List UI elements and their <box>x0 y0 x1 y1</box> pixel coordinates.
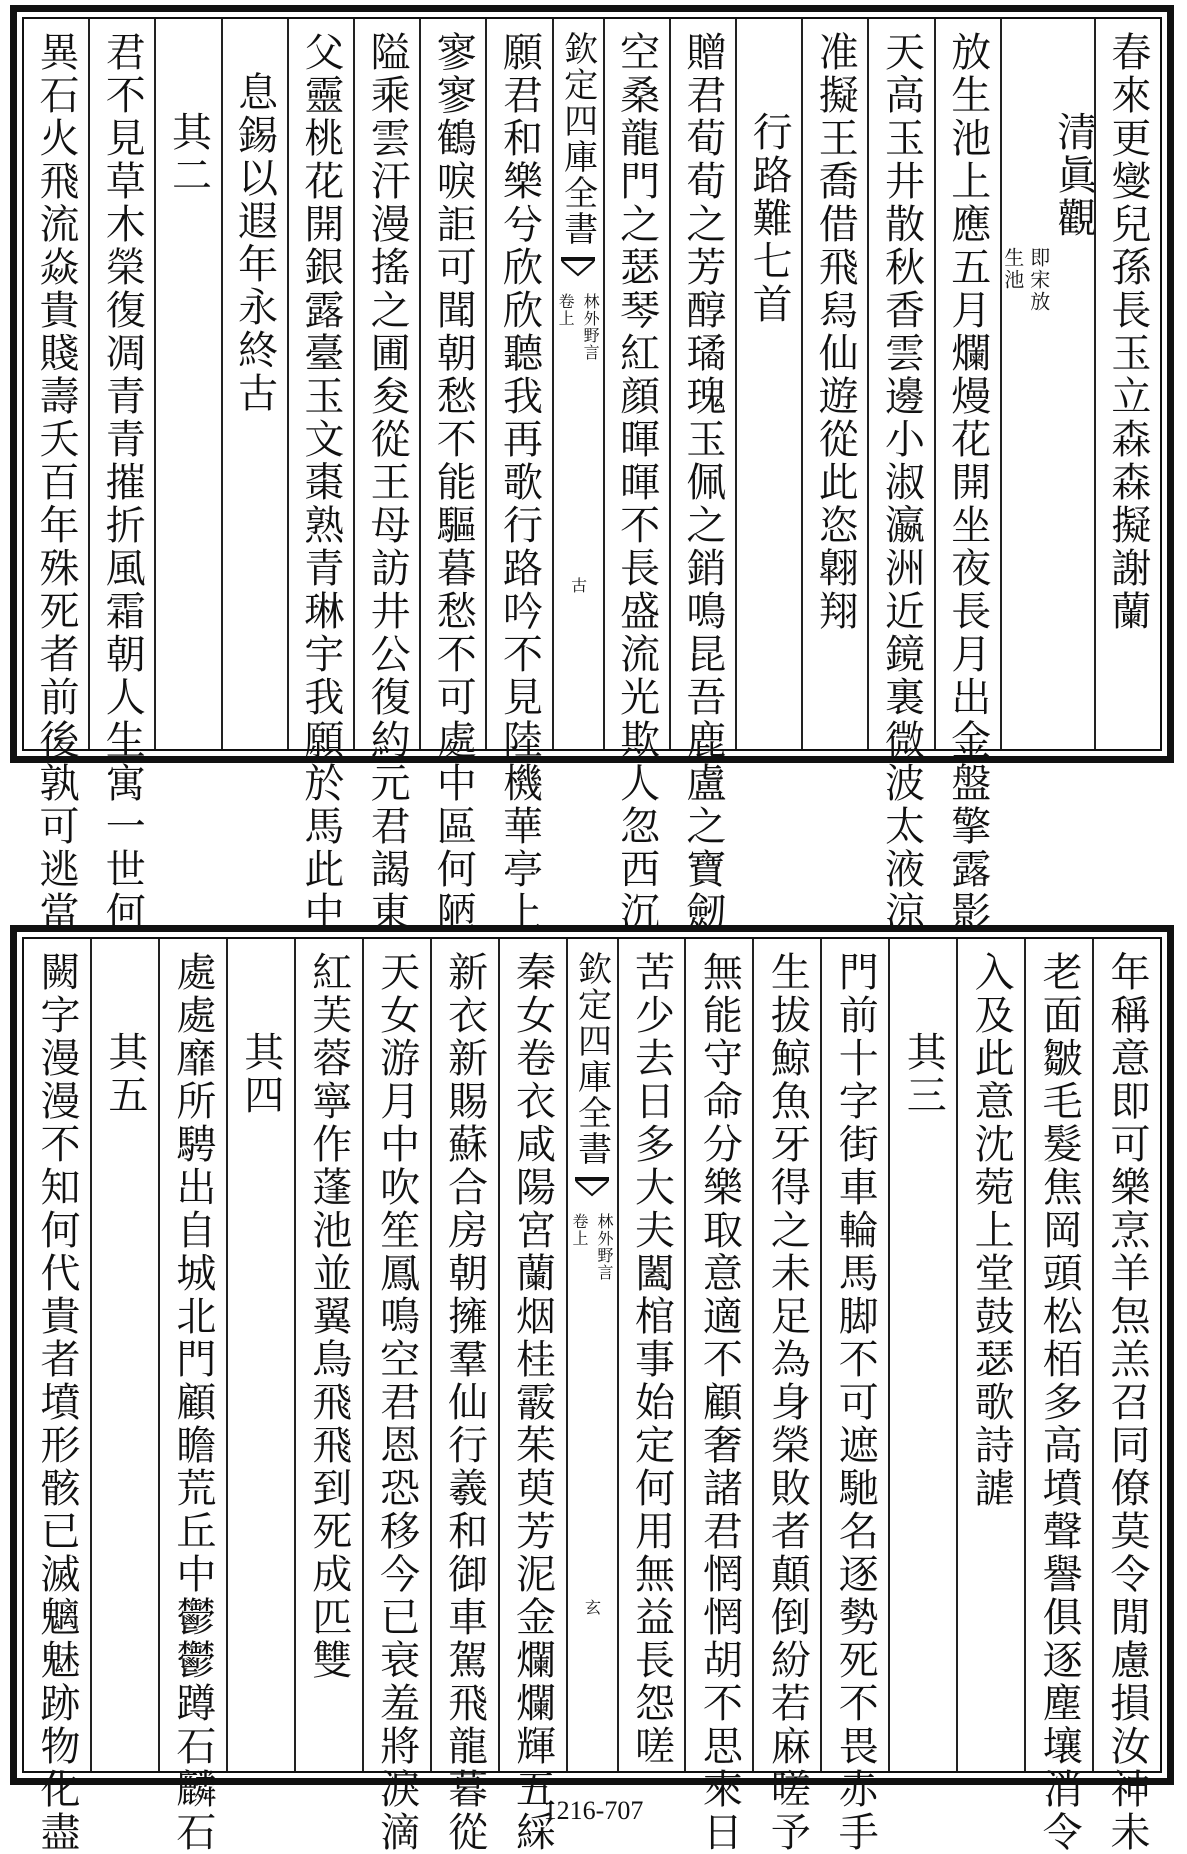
column-text: 隘乘雲汗漫搖之圃夋從王母訪井公復約元君謁東 <box>364 31 411 934</box>
text-column <box>888 939 956 1771</box>
text-column <box>1094 19 1160 749</box>
text-column <box>1092 939 1160 1854</box>
column-text: 君不見草木榮復凋青青摧折風霜朝人生寓一世何 <box>99 31 146 934</box>
column-text: 門前十字街車輪馬脚不可遮馳名逐勢死不畏赤手 <box>832 951 879 1854</box>
text-column <box>735 19 801 749</box>
center-spine <box>552 19 603 749</box>
column-text: 年稱意即可樂烹羊炰羔召同僚莫令閒慮損汝神未 <box>1104 951 1151 1854</box>
text-column <box>820 939 888 1854</box>
text-column <box>419 19 485 934</box>
work-title: 林外野言 <box>581 293 601 361</box>
poem-title: 其五 <box>101 1031 148 1117</box>
column-text: 老面皺毛髮焦岡頭松栢多高墳聲譽俱逐塵壤消令 <box>1036 951 1083 1854</box>
column-text: 秦女卷衣咸陽宮蘭烟桂霰茱萸芳泥金爛爛輝五綵 <box>509 951 556 1854</box>
text-column <box>430 939 498 1854</box>
text-column <box>24 19 88 934</box>
top-page-frame <box>22 17 1162 934</box>
annotation-line: 即宋放 <box>1026 247 1051 313</box>
text-column <box>158 939 226 1854</box>
column-text: 闕字漫漫不知何代貴者墳形骸已滅魑魅跡物化盡 <box>33 951 80 1854</box>
text-column <box>669 19 735 934</box>
title-annotation <box>1002 19 1050 749</box>
column-text: 春來更燮兒孫長玉立森森擬謝蘭 <box>1104 31 1151 633</box>
column-text: 苦少去日多大夫闔棺事始定何用無益長怨嗟 <box>628 951 675 1768</box>
text-column <box>617 939 685 1771</box>
column-text: 入及此意沈菀上堂鼓瑟歌詩謔 <box>968 951 1015 1510</box>
volume-label: 卷上 <box>570 1213 589 1247</box>
text-column <box>287 19 353 934</box>
text-column <box>221 19 287 749</box>
fish-tail-mark-icon <box>560 255 596 283</box>
column-text: 生拔鯨魚牙得之未足為身榮敗者顛倒紛若麻嗟予 <box>764 951 811 1854</box>
text-column <box>752 939 820 1854</box>
column-text: 處處靡所騁出自城北門顧瞻荒丘中鬱鬱蹲石麟石 <box>169 951 216 1854</box>
text-column <box>24 939 90 1854</box>
text-column <box>603 19 669 934</box>
spine-subtitle <box>554 293 602 361</box>
text-column <box>90 939 158 1771</box>
text-column <box>294 939 362 1771</box>
center-spine <box>566 939 617 1771</box>
poem-title: 其四 <box>237 1031 284 1117</box>
text-column <box>956 939 1024 1771</box>
column-text: 願君和樂兮欣欣聽我再歌行路吟不見陸機華亭上 <box>496 31 543 934</box>
column-text: 紅芙蓉寧作蓬池並翼鳥飛飛到死成匹雙 <box>305 951 352 1682</box>
book-title: 欽定四庫全書 <box>557 31 598 247</box>
column-text: 放生池上應五月爛熳花開坐夜長月出金盤擎露影 <box>944 31 991 934</box>
folio-number: 古 <box>568 577 588 595</box>
text-column-title <box>1000 19 1097 749</box>
text-column <box>498 939 566 1854</box>
spine-subtitle <box>568 1213 616 1281</box>
fish-tail-mark-icon <box>574 1175 610 1203</box>
text-column <box>362 939 430 1854</box>
poem-title: 其三 <box>900 1031 947 1117</box>
folio-number-wrap <box>568 1599 617 1621</box>
poem-title: 行路難七首 <box>746 111 793 326</box>
column-text: 異石火飛流焱貴賤壽夭百年殊死者前後孰可逃當 <box>33 31 80 934</box>
book-title: 欽定四庫全書 <box>571 951 612 1167</box>
text-column <box>684 939 752 1854</box>
text-column <box>353 19 419 934</box>
work-title: 林外野言 <box>595 1213 614 1281</box>
text-column <box>801 19 867 749</box>
folio-number-wrap <box>554 577 603 599</box>
column-text: 天高玉井散秋香雲邊小淑瀛洲近鏡裏微波太液涼 <box>878 31 925 934</box>
top-page <box>10 5 1174 934</box>
text-column <box>867 19 933 934</box>
column-text: 准擬王喬借飛舄仙遊從此恣翺翔 <box>812 31 859 633</box>
column-text: 寥寥鶴唳詎可聞朝愁不能驅暮愁不可處中區何陋 <box>430 31 477 934</box>
folio-number: 玄 <box>582 1599 602 1617</box>
column-text: 天女游月中吹笙鳳鳴空君恩恐移今已衰羞將淚滴 <box>373 951 420 1854</box>
column-text: 無能守命分樂取意適不顧奢諸君惘惘胡不思來日 <box>696 951 743 1854</box>
volume-label: 卷上 <box>556 293 576 327</box>
text-column <box>226 939 294 1771</box>
text-column <box>1024 939 1092 1854</box>
page-identifier: 1216-707 <box>543 1796 644 1825</box>
poem-title: 清眞觀 <box>1050 111 1097 240</box>
column-text: 空桑龍門之瑟琴紅顔暉暉不長盛流光欺人忽西沉 <box>613 31 660 934</box>
text-column <box>934 19 1000 934</box>
poem-title: 其二 <box>165 111 212 197</box>
column-text: 贈君荀荀之芳醇璚瑰玉佩之銷鳴昆吾鹿盧之寶劒 <box>679 31 726 934</box>
column-text: 新衣新賜蘇合房朝擁羣仙行羲和御車駕飛龍暮從 <box>441 951 488 1854</box>
column-text: 息錫以遐年永終古 <box>231 71 278 415</box>
text-column <box>88 19 154 934</box>
text-column <box>154 19 220 749</box>
text-column <box>485 19 551 934</box>
annotation-line: 生池 <box>1000 247 1025 291</box>
column-text: 父靈桃花開銀露臺玉文棗熟青琳宇我願於馬此中 <box>297 31 344 934</box>
